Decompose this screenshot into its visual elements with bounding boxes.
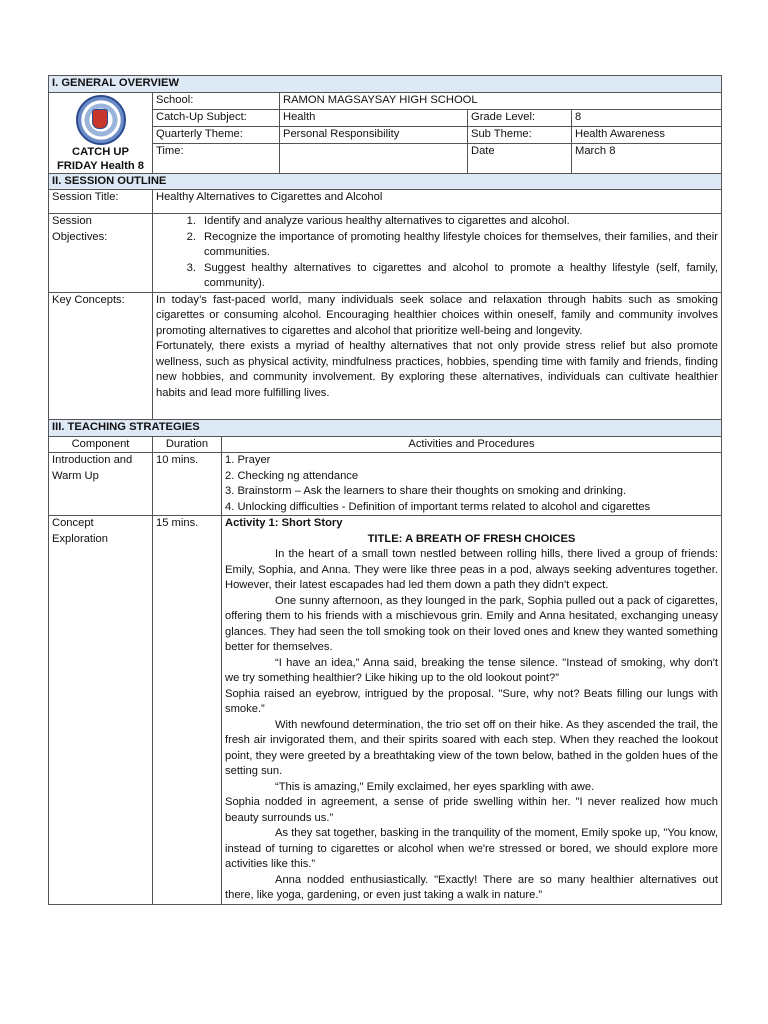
story-paragraph: “I have an idea,” Anna said, breaking the tense silence. "Instead of smoking, why don't we try something healthier? Like hiking up to the old lookout point?”: [225, 656, 718, 684]
key-concepts-label: Key Concepts:: [49, 292, 153, 420]
grade-label: Grade Level:: [468, 109, 572, 126]
col-header-duration: Duration: [153, 436, 222, 453]
activity-title: Activity 1: Short Story: [225, 517, 343, 529]
logo-caption-2: FRIDAY Health 8: [56, 159, 145, 172]
objective-item: 2. Recognize the importance of promoting healthy lifestyle choices for themselves, their families, and their communities.: [186, 230, 718, 258]
objectives-cell: [153, 214, 722, 293]
teaching-strategies-table: [48, 419, 722, 905]
intro-activities: [222, 453, 722, 516]
objectives-label: Session Objectives:: [49, 214, 153, 293]
intro-item: 3. Brainstorm – Ask the learners to share their thoughts on smoking and drinking.: [225, 485, 627, 497]
section-heading-overview: I. GENERAL OVERVIEW: [49, 76, 722, 93]
grade-value: 8: [572, 109, 722, 126]
date-label: Date: [468, 143, 572, 173]
theme-value: Personal Responsibility: [280, 126, 468, 143]
intro-duration: 10 mins.: [153, 453, 222, 516]
subject-value: Health: [280, 109, 468, 126]
subtheme-label: Sub Theme:: [468, 126, 572, 143]
session-outline-table: [48, 173, 722, 421]
concept-component: Concept Exploration: [49, 516, 153, 905]
lesson-plan-document: [48, 75, 722, 905]
intro-item: 4. Unlocking difficulties - Definition of important terms related to alcohol and cigarettes: [225, 500, 651, 513]
story-paragraph: Sophia nodded in agreement, a sense of pride swelling within her. "I never realized how much beauty surrounds us.”: [225, 796, 718, 824]
school-label: School:: [153, 92, 280, 109]
section-heading-strategies: III. TEACHING STRATEGIES: [49, 420, 722, 437]
key-concepts-paragraph-2: Fortunately, there exists a myriad of healthy alternatives that not only provide stress relief but also promote wellness, such as physical activity, mindfulness practices, hobbies, spending time with family and friends, finding new hobbies, and community involvement. By exploring these alternatives, individuals can cultivate healthier habits and lead more fulfilling lives.: [156, 340, 718, 399]
section-heading-outline: II. SESSION OUTLINE: [49, 173, 722, 190]
subject-label: Catch-Up Subject:: [153, 109, 280, 126]
concept-activities: [222, 516, 722, 905]
date-value: March 8: [572, 143, 722, 173]
time-label: Time:: [153, 143, 280, 173]
session-title-label: Session Title:: [49, 190, 153, 214]
intro-component: Introduction and Warm Up: [49, 453, 153, 516]
logo-cell: [49, 92, 153, 173]
concept-duration: 15 mins.: [153, 516, 222, 905]
objective-item: 3. Suggest healthy alternatives to cigarettes and alcohol to promote a healthy lifestyle (self, family, community).: [186, 261, 718, 289]
story-title: TITLE: A BREATH OF FRESH CHOICES: [367, 532, 576, 545]
story-paragraph: In the heart of a small town nestled between rolling hills, there lived a group of friends: Emily, Sophia, and Anna. They were like three peas in a pod, always seeking adventures together. However, their latest escapades had led them down a path they didn't expect.: [225, 548, 718, 591]
theme-label: Quarterly Theme:: [153, 126, 280, 143]
col-header-component: Component: [49, 436, 153, 453]
story-paragraph: “This is amazing," Emily exclaimed, her eyes sparkling with awe.: [275, 780, 595, 793]
logo-caption-1: CATCH UP: [72, 145, 129, 158]
intro-item: 2. Checking ng attendance: [225, 469, 359, 482]
subtheme-value: Health Awareness: [572, 126, 722, 143]
deped-seal-icon: [76, 95, 126, 145]
story-paragraph: One sunny afternoon, as they lounged in the park, Sophia pulled out a pack of cigarettes, offering them to his friends with a mischievous grin. Emily and Anna hesitated, exchanging uneasy glances. They had seen the toll smoking took on their loved ones and knew they wanted something better for themselves.: [225, 594, 718, 653]
key-concepts-paragraph-1: In today’s fast-paced world, many individuals seek solace and relaxation through habits such as smoking cigarettes or consuming alcohol. Encouraging healthier choices within oneself, family and community involves promoting alternatives to cigarettes and alcohol that prioritize well-being and longevity.: [156, 293, 718, 337]
col-header-activities: Activities and Procedures: [222, 436, 722, 453]
session-title-value: Healthy Alternatives to Cigarettes and Alcohol: [153, 190, 722, 214]
key-concepts-cell: [153, 292, 722, 420]
time-value: [280, 143, 468, 173]
objectives-list: [156, 214, 718, 292]
story-paragraph: Sophia raised an eyebrow, intrigued by the proposal. "Sure, why not? Beats filling our lungs with smoke.”: [225, 687, 718, 715]
story-paragraph: With newfound determination, the trio set off on their hike. As they ascended the trail, the fresh air invigorated them, and their spirits soared with each step. When they reached the lookout point, they were greeted by a breathtaking view of the town below, bathed in the golden hues of the setting sun.: [225, 718, 718, 777]
story-body: [225, 547, 718, 904]
general-overview-table: [48, 75, 722, 174]
story-paragraph: As they sat together, basking in the tranquility of the moment, Emily spoke up, "You know, instead of turning to cigarettes or alcohol when we're stressed or bored, we should explore more activities like this.”: [225, 827, 718, 870]
school-value: RAMON MAGSAYSAY HIGH SCHOOL: [280, 92, 722, 109]
story-paragraph: Anna nodded enthusiastically. "Exactly! There are so many healthier alternatives out there, like yoga, gardening, or even just taking a walk in nature.”: [225, 873, 718, 901]
objective-item: 1. Identify and analyze various healthy alternatives to cigarettes and alcohol.: [186, 215, 570, 227]
intro-item: 1. Prayer: [225, 454, 271, 466]
